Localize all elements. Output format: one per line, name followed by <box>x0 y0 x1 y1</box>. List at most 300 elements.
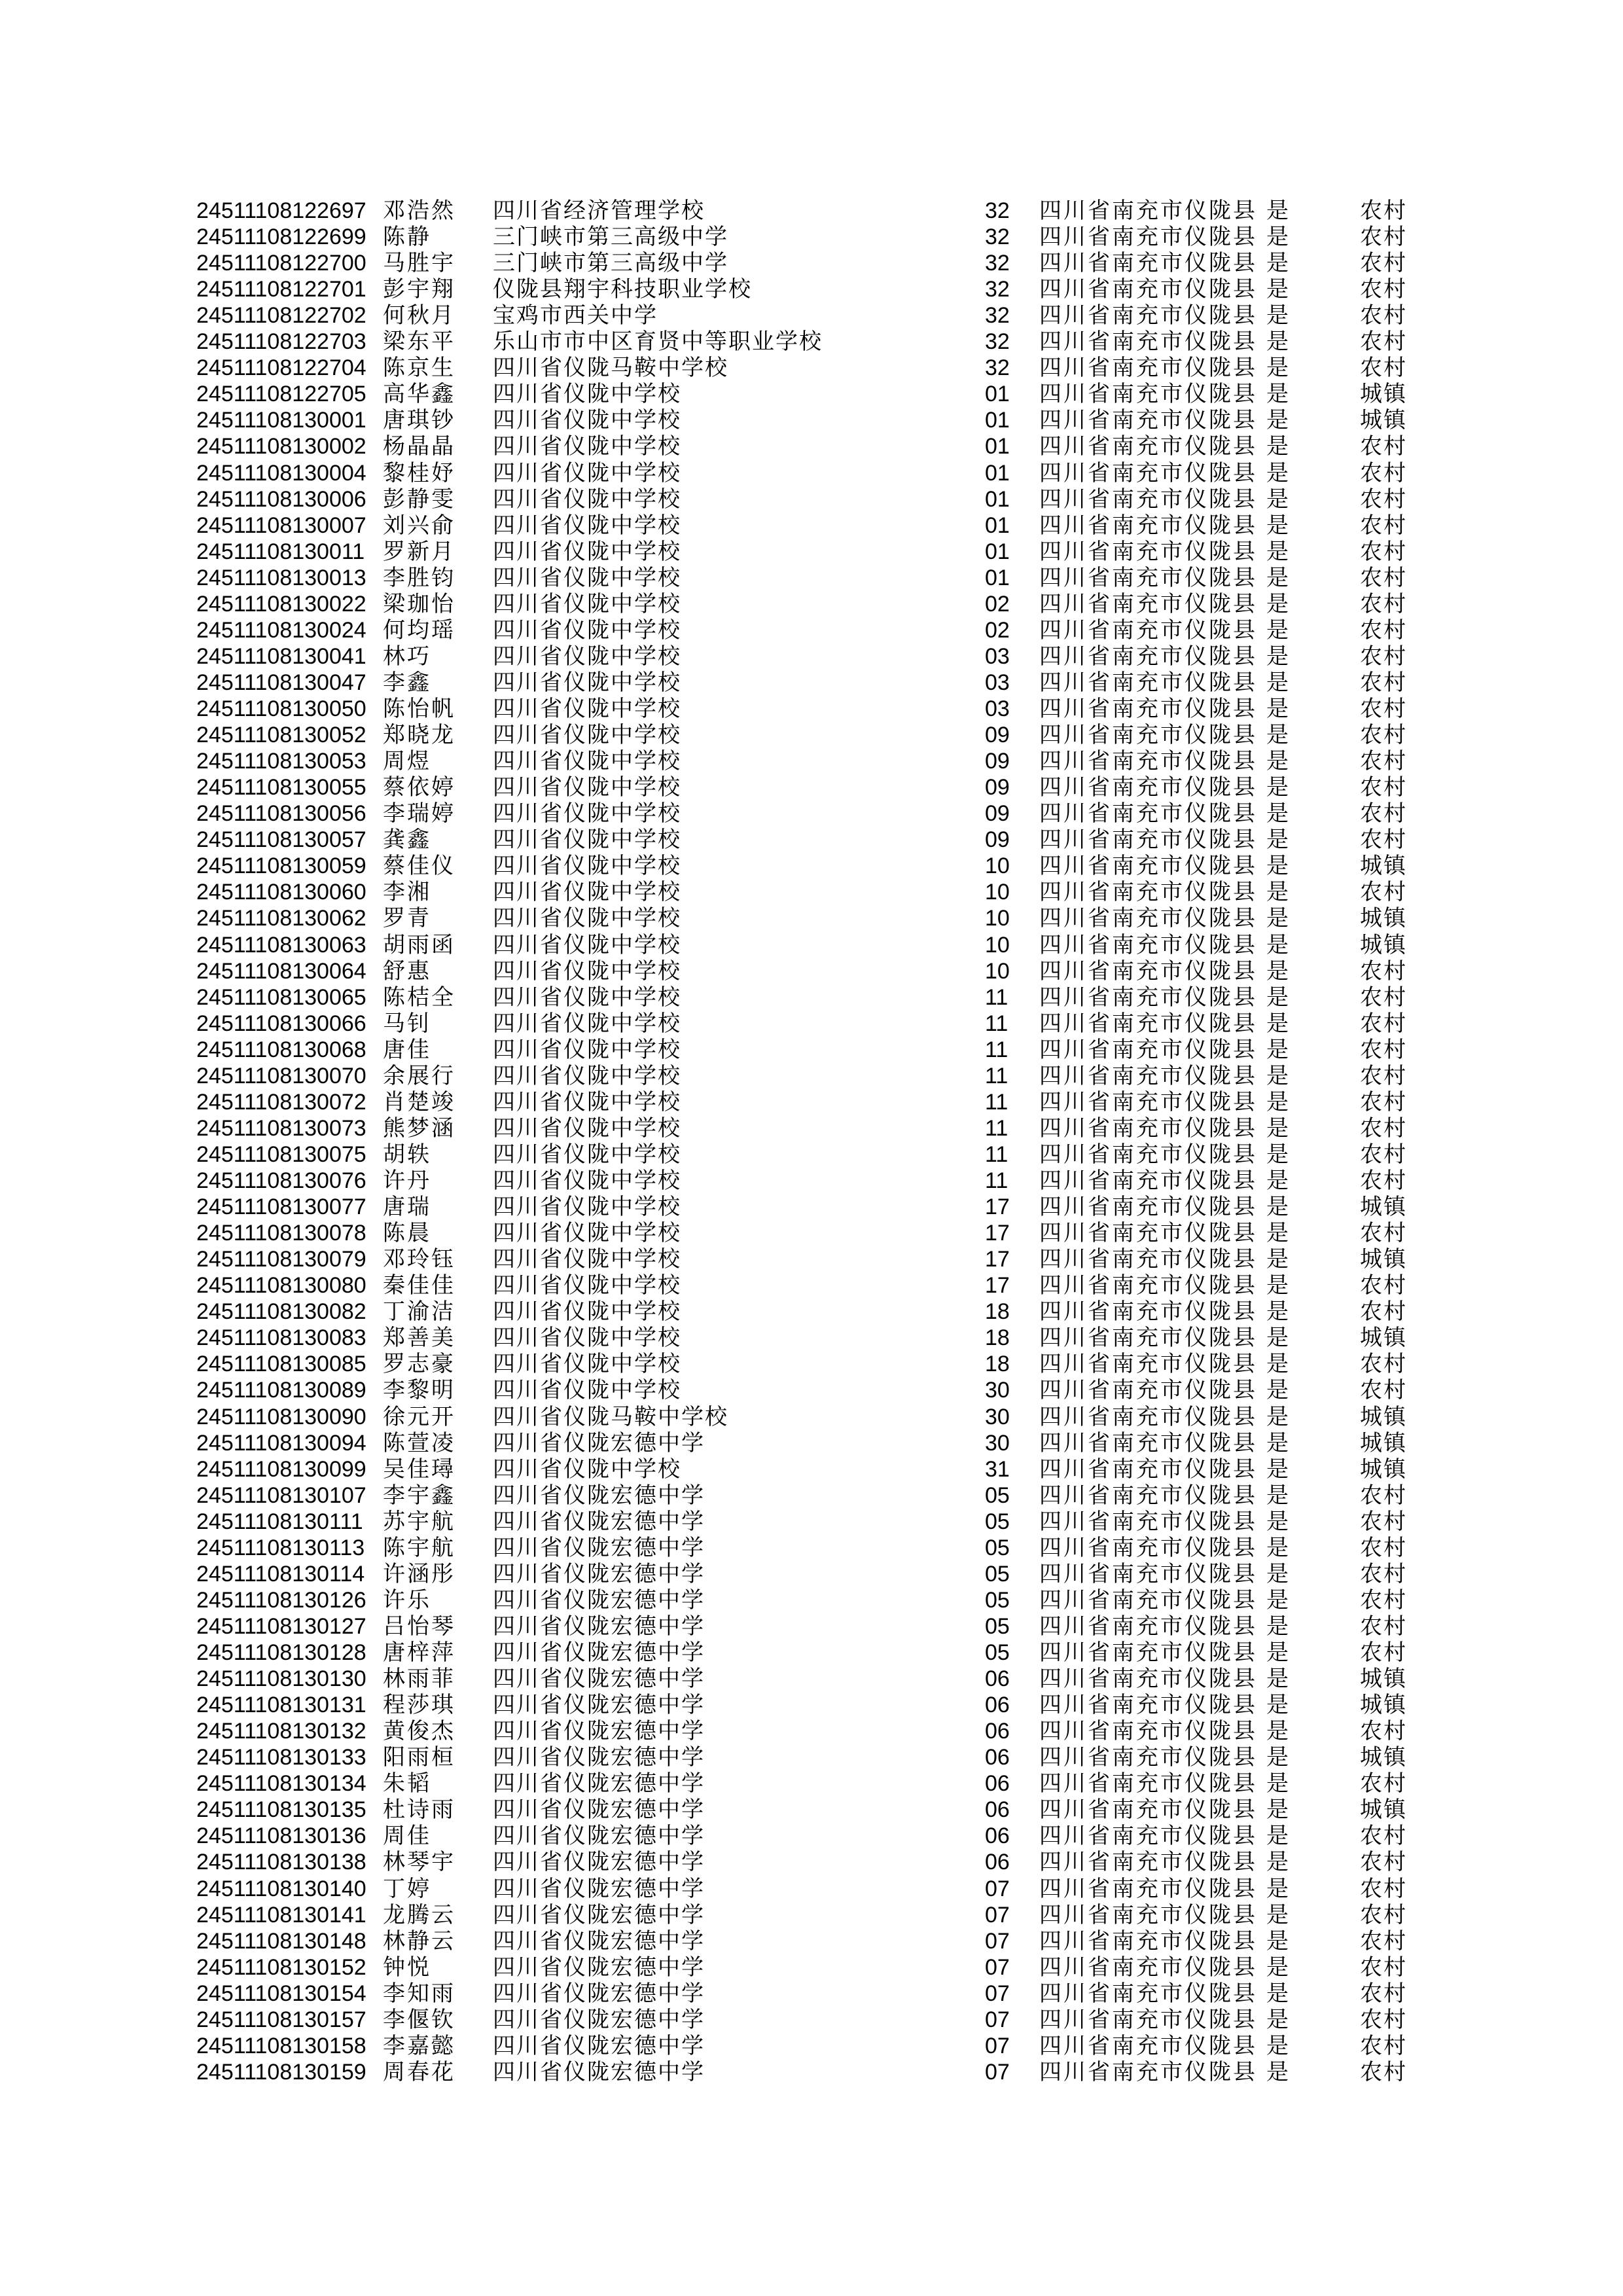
residence-type-cell: 农村 <box>1360 2059 1407 2085</box>
school-cell: 四川省仪陇中学校 <box>493 1168 681 1194</box>
region-cell: 四川省南充市仪陇县 <box>1039 749 1257 774</box>
school-cell: 仪陇县翔宇科技职业学校 <box>493 277 752 302</box>
table-row <box>0 1168 1623 1194</box>
eligible-flag-cell: 是 <box>1266 1613 1289 1639</box>
class-number-cell: 03 <box>985 670 1010 695</box>
residence-type-cell: 农村 <box>1360 749 1407 774</box>
student-name-cell: 肖楚竣 <box>383 1089 455 1115</box>
table-row <box>0 1981 1623 2007</box>
residence-type-cell: 农村 <box>1360 1587 1407 1613</box>
region-cell: 四川省南充市仪陇县 <box>1039 1561 1257 1587</box>
residence-type-cell: 农村 <box>1360 1168 1407 1194</box>
student-name-cell: 程莎琪 <box>383 1693 455 1718</box>
region-cell: 四川省南充市仪陇县 <box>1039 251 1257 276</box>
school-cell: 乐山市市中区育贤中等职业学校 <box>493 329 823 355</box>
exam-id-cell: 24511108130047 <box>196 670 366 695</box>
table-row <box>0 302 1623 329</box>
school-cell: 四川省仪陇中学校 <box>493 1089 681 1115</box>
school-cell: 四川省仪陇中学校 <box>493 1299 681 1325</box>
school-cell: 四川省仪陇宏德中学 <box>493 1693 705 1718</box>
class-number-cell: 17 <box>985 1194 1010 1220</box>
school-cell: 四川省仪陇宏德中学 <box>493 2007 705 2032</box>
region-cell: 四川省南充市仪陇县 <box>1039 1378 1257 1403</box>
region-cell: 四川省南充市仪陇县 <box>1039 1482 1257 1508</box>
exam-id-cell: 24511108130041 <box>196 643 366 669</box>
class-number-cell: 10 <box>985 853 1010 879</box>
table-row <box>0 1613 1623 1640</box>
exam-id-cell: 24511108130107 <box>196 1482 366 1508</box>
exam-id-cell: 24511108130148 <box>196 1928 366 1954</box>
school-cell: 四川省仪陇中学校 <box>493 591 681 617</box>
eligible-flag-cell: 是 <box>1266 853 1289 879</box>
region-cell: 四川省南充市仪陇县 <box>1039 1693 1257 1718</box>
region-cell: 四川省南充市仪陇县 <box>1039 277 1257 302</box>
school-cell: 四川省仪陇中学校 <box>493 1037 681 1062</box>
region-cell: 四川省南充市仪陇县 <box>1039 1613 1257 1639</box>
student-name-cell: 梁珈怡 <box>383 591 455 617</box>
eligible-flag-cell: 是 <box>1266 1745 1289 1770</box>
region-cell: 四川省南充市仪陇县 <box>1039 1141 1257 1167</box>
eligible-flag-cell: 是 <box>1266 591 1289 617</box>
eligible-flag-cell: 是 <box>1266 1509 1289 1534</box>
residence-type-cell: 城镇 <box>1360 1325 1407 1351</box>
student-name-cell: 李瑞婷 <box>383 801 455 827</box>
table-row <box>0 1404 1623 1430</box>
student-name-cell: 周煜 <box>383 749 431 774</box>
class-number-cell: 32 <box>985 355 1010 381</box>
residence-type-cell: 农村 <box>1360 1089 1407 1115</box>
exam-id-cell: 24511108130052 <box>196 723 366 748</box>
exam-id-cell: 24511108130011 <box>196 539 365 564</box>
table-row <box>0 460 1623 486</box>
school-cell: 四川省仪陇中学校 <box>493 382 681 407</box>
table-row <box>0 1325 1623 1351</box>
region-cell: 四川省南充市仪陇县 <box>1039 906 1257 931</box>
region-cell: 四川省南充市仪陇县 <box>1039 539 1257 564</box>
table-row <box>0 433 1623 459</box>
student-name-cell: 罗青 <box>383 906 431 931</box>
exam-id-cell: 24511108130007 <box>196 512 366 538</box>
student-name-cell: 李知雨 <box>383 1981 455 2006</box>
school-cell: 四川省仪陇中学校 <box>493 1325 681 1351</box>
table-row <box>0 224 1623 250</box>
class-number-cell: 32 <box>985 251 1010 276</box>
class-number-cell: 09 <box>985 801 1010 827</box>
student-name-cell: 陈静 <box>383 224 431 250</box>
eligible-flag-cell: 是 <box>1266 1325 1289 1351</box>
class-number-cell: 05 <box>985 1613 1010 1639</box>
school-cell: 四川省仪陇中学校 <box>493 801 681 827</box>
school-cell: 四川省仪陇宏德中学 <box>493 1535 705 1560</box>
table-row <box>0 407 1623 433</box>
student-name-cell: 邓玲钰 <box>383 1247 455 1272</box>
table-row <box>0 905 1623 931</box>
student-name-cell: 黄俊杰 <box>383 1719 455 1744</box>
eligible-flag-cell: 是 <box>1266 1876 1289 1901</box>
exam-id-cell: 24511108130085 <box>196 1352 366 1377</box>
table-row <box>0 617 1623 643</box>
school-cell: 四川省仪陇中学校 <box>493 617 681 643</box>
student-name-cell: 林巧 <box>383 643 431 669</box>
table-row <box>0 696 1623 722</box>
region-cell: 四川省南充市仪陇县 <box>1039 1011 1257 1036</box>
class-number-cell: 06 <box>985 1719 1010 1744</box>
residence-type-cell: 农村 <box>1360 1561 1407 1587</box>
region-cell: 四川省南充市仪陇县 <box>1039 565 1257 590</box>
eligible-flag-cell: 是 <box>1266 486 1289 512</box>
region-cell: 四川省南充市仪陇县 <box>1039 1456 1257 1482</box>
student-name-cell: 唐梓萍 <box>383 1640 455 1666</box>
student-name-cell: 高华鑫 <box>383 382 455 407</box>
class-number-cell: 07 <box>985 2007 1010 2032</box>
exam-id-cell: 24511108130002 <box>196 434 366 459</box>
class-number-cell: 01 <box>985 565 1010 590</box>
student-name-cell: 陈桔全 <box>383 984 455 1010</box>
eligible-flag-cell: 是 <box>1266 1011 1289 1036</box>
class-number-cell: 02 <box>985 591 1010 617</box>
class-number-cell: 06 <box>985 1850 1010 1875</box>
table-row <box>0 1299 1623 1325</box>
exam-id-cell: 24511108130059 <box>196 853 366 879</box>
residence-type-cell: 农村 <box>1360 1378 1407 1403</box>
eligible-flag-cell: 是 <box>1266 329 1289 355</box>
residence-type-cell: 农村 <box>1360 591 1407 617</box>
school-cell: 四川省仪陇宏德中学 <box>493 1850 705 1875</box>
eligible-flag-cell: 是 <box>1266 303 1289 329</box>
region-cell: 四川省南充市仪陇县 <box>1039 958 1257 984</box>
region-cell: 四川省南充市仪陇县 <box>1039 1902 1257 1928</box>
exam-id-cell: 24511108130064 <box>196 958 366 984</box>
eligible-flag-cell: 是 <box>1266 1115 1289 1141</box>
class-number-cell: 17 <box>985 1273 1010 1299</box>
table-row <box>0 1089 1623 1115</box>
class-number-cell: 06 <box>985 1693 1010 1718</box>
student-name-cell: 何秋月 <box>383 303 455 329</box>
eligible-flag-cell: 是 <box>1266 696 1289 722</box>
exam-id-cell: 24511108130135 <box>196 1797 366 1823</box>
exam-id-cell: 24511108130083 <box>196 1325 366 1351</box>
school-cell: 四川省仪陇中学校 <box>493 1141 681 1167</box>
class-number-cell: 32 <box>985 277 1010 302</box>
eligible-flag-cell: 是 <box>1266 880 1289 905</box>
student-name-cell: 阳雨桓 <box>383 1745 455 1770</box>
eligible-flag-cell: 是 <box>1266 1273 1289 1299</box>
school-cell: 四川省仪陇中学校 <box>493 1063 681 1088</box>
region-cell: 四川省南充市仪陇县 <box>1039 984 1257 1010</box>
eligible-flag-cell: 是 <box>1266 1037 1289 1062</box>
residence-type-cell: 农村 <box>1360 880 1407 905</box>
residence-type-cell: 农村 <box>1360 434 1407 459</box>
school-cell: 四川省仪陇中学校 <box>493 1194 681 1220</box>
table-row <box>0 827 1623 853</box>
class-number-cell: 11 <box>985 1115 1008 1141</box>
exam-id-cell: 24511108130159 <box>196 2059 366 2085</box>
region-cell: 四川省南充市仪陇县 <box>1039 1928 1257 1954</box>
table-row <box>0 591 1623 617</box>
residence-type-cell: 城镇 <box>1360 1666 1407 1692</box>
residence-type-cell: 农村 <box>1360 1981 1407 2006</box>
residence-type-cell: 城镇 <box>1360 1693 1407 1718</box>
table-row <box>0 670 1623 696</box>
region-cell: 四川省南充市仪陇县 <box>1039 460 1257 486</box>
student-name-cell: 许涵彤 <box>383 1561 455 1587</box>
region-cell: 四川省南充市仪陇县 <box>1039 1063 1257 1088</box>
region-cell: 四川省南充市仪陇县 <box>1039 1325 1257 1351</box>
school-cell: 四川省仪陇宏德中学 <box>493 1928 705 1954</box>
exam-id-cell: 24511108130127 <box>196 1613 366 1639</box>
student-name-cell: 马胜宇 <box>383 251 455 276</box>
residence-type-cell: 农村 <box>1360 1613 1407 1639</box>
exam-id-cell: 24511108130131 <box>196 1693 366 1718</box>
school-cell: 四川省仪陇中学校 <box>493 643 681 669</box>
class-number-cell: 06 <box>985 1666 1010 1692</box>
student-name-cell: 刘兴俞 <box>383 512 455 538</box>
eligible-flag-cell: 是 <box>1266 1299 1289 1325</box>
residence-type-cell: 农村 <box>1360 355 1407 381</box>
eligible-flag-cell: 是 <box>1266 906 1289 931</box>
residence-type-cell: 农村 <box>1360 1954 1407 1980</box>
region-cell: 四川省南充市仪陇县 <box>1039 1352 1257 1377</box>
student-name-cell: 熊梦涵 <box>383 1115 455 1141</box>
class-number-cell: 10 <box>985 880 1010 905</box>
eligible-flag-cell: 是 <box>1266 1640 1289 1666</box>
exam-id-cell: 24511108130001 <box>196 408 366 433</box>
region-cell: 四川省南充市仪陇县 <box>1039 303 1257 329</box>
school-cell: 四川省仪陇中学校 <box>493 1456 681 1482</box>
region-cell: 四川省南充市仪陇县 <box>1039 1823 1257 1849</box>
school-cell: 四川省仪陇中学校 <box>493 1378 681 1403</box>
residence-type-cell: 城镇 <box>1360 382 1407 407</box>
residence-type-cell: 农村 <box>1360 224 1407 250</box>
school-cell: 四川省仪陇宏德中学 <box>493 1587 705 1613</box>
school-cell: 四川省仪陇中学校 <box>493 1011 681 1036</box>
school-cell: 四川省仪陇中学校 <box>493 1352 681 1377</box>
school-cell: 四川省经济管理学校 <box>493 198 705 223</box>
school-cell: 四川省仪陇中学校 <box>493 434 681 459</box>
exam-id-cell: 24511108130158 <box>196 2033 366 2058</box>
residence-type-cell: 农村 <box>1360 1221 1407 1246</box>
table-row <box>0 1377 1623 1403</box>
student-name-cell: 黎桂妤 <box>383 460 455 486</box>
region-cell: 四川省南充市仪陇县 <box>1039 1247 1257 1272</box>
eligible-flag-cell: 是 <box>1266 1850 1289 1875</box>
eligible-flag-cell: 是 <box>1266 198 1289 223</box>
table-row <box>0 1902 1623 1928</box>
student-name-cell: 唐琪钞 <box>383 408 455 433</box>
school-cell: 四川省仪陇中学校 <box>493 906 681 931</box>
school-cell: 四川省仪陇中学校 <box>493 749 681 774</box>
table-row <box>0 1561 1623 1587</box>
eligible-flag-cell: 是 <box>1266 1482 1289 1508</box>
school-cell: 四川省仪陇中学校 <box>493 565 681 590</box>
student-name-cell: 彭宇翔 <box>383 277 455 302</box>
student-name-cell: 何均瑶 <box>383 617 455 643</box>
class-number-cell: 32 <box>985 224 1010 250</box>
residence-type-cell: 农村 <box>1360 1823 1407 1849</box>
residence-type-cell: 农村 <box>1360 958 1407 984</box>
exam-id-cell: 24511108122700 <box>196 251 366 276</box>
region-cell: 四川省南充市仪陇县 <box>1039 880 1257 905</box>
residence-type-cell: 农村 <box>1360 801 1407 827</box>
student-name-cell: 唐瑞 <box>383 1194 431 1220</box>
table-row <box>0 853 1623 879</box>
eligible-flag-cell: 是 <box>1266 801 1289 827</box>
residence-type-cell: 城镇 <box>1360 1247 1407 1272</box>
class-number-cell: 05 <box>985 1482 1010 1508</box>
residence-type-cell: 农村 <box>1360 1299 1407 1325</box>
student-name-cell: 陈宇航 <box>383 1535 455 1560</box>
residence-type-cell: 农村 <box>1360 303 1407 329</box>
exam-id-cell: 24511108130130 <box>196 1666 366 1692</box>
school-cell: 四川省仪陇马鞍中学校 <box>493 1404 728 1429</box>
region-cell: 四川省南充市仪陇县 <box>1039 2007 1257 2032</box>
exam-id-cell: 24511108130082 <box>196 1299 366 1325</box>
class-number-cell: 10 <box>985 958 1010 984</box>
student-name-cell: 胡轶 <box>383 1141 431 1167</box>
class-number-cell: 03 <box>985 696 1010 722</box>
class-number-cell: 06 <box>985 1823 1010 1849</box>
school-cell: 四川省仪陇宏德中学 <box>493 1981 705 2006</box>
eligible-flag-cell: 是 <box>1266 1247 1289 1272</box>
table-row <box>0 1849 1623 1875</box>
table-row <box>0 2059 1623 2085</box>
class-number-cell: 10 <box>985 932 1010 958</box>
residence-type-cell: 农村 <box>1360 1063 1407 1088</box>
exam-id-cell: 24511108130077 <box>196 1194 366 1220</box>
residence-type-cell: 城镇 <box>1360 1194 1407 1220</box>
eligible-flag-cell: 是 <box>1266 1378 1289 1403</box>
region-cell: 四川省南充市仪陇县 <box>1039 1954 1257 1980</box>
school-cell: 四川省仪陇宏德中学 <box>493 1771 705 1797</box>
residence-type-cell: 农村 <box>1360 1141 1407 1167</box>
class-number-cell: 06 <box>985 1771 1010 1797</box>
eligible-flag-cell: 是 <box>1266 1797 1289 1823</box>
eligible-flag-cell: 是 <box>1266 723 1289 748</box>
residence-type-cell: 农村 <box>1360 1850 1407 1875</box>
student-name-cell: 郑晓龙 <box>383 723 455 748</box>
student-name-cell: 周佳 <box>383 1823 431 1849</box>
residence-type-cell: 农村 <box>1360 1771 1407 1797</box>
class-number-cell: 07 <box>985 1928 1010 1954</box>
table-row <box>0 1692 1623 1718</box>
table-row <box>0 1587 1623 1613</box>
table-row <box>0 1063 1623 1089</box>
residence-type-cell: 城镇 <box>1360 1797 1407 1823</box>
exam-id-cell: 24511108130133 <box>196 1745 366 1770</box>
school-cell: 四川省仪陇中学校 <box>493 512 681 538</box>
class-number-cell: 01 <box>985 460 1010 486</box>
table-row <box>0 329 1623 355</box>
region-cell: 四川省南充市仪陇县 <box>1039 853 1257 879</box>
class-number-cell: 30 <box>985 1430 1010 1456</box>
exam-id-cell: 24511108130154 <box>196 1981 366 2006</box>
eligible-flag-cell: 是 <box>1266 1456 1289 1482</box>
table-row <box>0 1220 1623 1246</box>
school-cell: 四川省仪陇中学校 <box>493 827 681 853</box>
residence-type-cell: 农村 <box>1360 1719 1407 1744</box>
student-name-cell: 许丹 <box>383 1168 431 1194</box>
eligible-flag-cell: 是 <box>1266 1221 1289 1246</box>
residence-type-cell: 农村 <box>1360 1482 1407 1508</box>
table-row <box>0 1666 1623 1692</box>
residence-type-cell: 城镇 <box>1360 408 1407 433</box>
region-cell: 四川省南充市仪陇县 <box>1039 617 1257 643</box>
eligible-flag-cell: 是 <box>1266 1902 1289 1928</box>
table-row <box>0 276 1623 302</box>
eligible-flag-cell: 是 <box>1266 749 1289 774</box>
eligible-flag-cell: 是 <box>1266 932 1289 958</box>
residence-type-cell: 农村 <box>1360 617 1407 643</box>
class-number-cell: 09 <box>985 827 1010 853</box>
school-cell: 四川省仪陇中学校 <box>493 984 681 1010</box>
class-number-cell: 03 <box>985 643 1010 669</box>
student-name-cell: 马钊 <box>383 1011 431 1036</box>
exam-id-cell: 24511108122704 <box>196 355 366 381</box>
exam-id-cell: 24511108130136 <box>196 1823 366 1849</box>
school-cell: 四川省仪陇宏德中学 <box>493 1954 705 1980</box>
table-row <box>0 486 1623 512</box>
student-name-cell: 钟悦 <box>383 1954 431 1980</box>
student-name-cell: 李鑫 <box>383 670 431 695</box>
school-cell: 四川省仪陇宏德中学 <box>493 2059 705 2085</box>
student-name-cell: 李湘 <box>383 880 431 905</box>
eligible-flag-cell: 是 <box>1266 1954 1289 1980</box>
class-number-cell: 30 <box>985 1404 1010 1429</box>
region-cell: 四川省南充市仪陇县 <box>1039 1509 1257 1534</box>
eligible-flag-cell: 是 <box>1266 277 1289 302</box>
school-cell: 四川省仪陇中学校 <box>493 460 681 486</box>
student-name-cell: 秦佳佳 <box>383 1273 455 1299</box>
eligible-flag-cell: 是 <box>1266 827 1289 853</box>
school-cell: 四川省仪陇中学校 <box>493 853 681 879</box>
table-row <box>0 879 1623 905</box>
class-number-cell: 11 <box>985 1037 1008 1062</box>
class-number-cell: 11 <box>985 984 1008 1010</box>
exam-id-cell: 24511108130060 <box>196 880 366 905</box>
student-name-cell: 蔡佳仪 <box>383 853 455 879</box>
class-number-cell: 17 <box>985 1247 1010 1272</box>
school-cell: 四川省仪陇马鞍中学校 <box>493 355 728 381</box>
exam-id-cell: 24511108130099 <box>196 1456 366 1482</box>
exam-id-cell: 24511108130090 <box>196 1404 366 1429</box>
class-number-cell: 07 <box>985 1954 1010 1980</box>
class-number-cell: 09 <box>985 775 1010 800</box>
class-number-cell: 06 <box>985 1797 1010 1823</box>
student-name-cell: 杜诗雨 <box>383 1797 455 1823</box>
eligible-flag-cell: 是 <box>1266 1089 1289 1115</box>
exam-id-cell: 24511108130066 <box>196 1011 366 1036</box>
eligible-flag-cell: 是 <box>1266 1141 1289 1167</box>
residence-type-cell: 农村 <box>1360 1928 1407 1954</box>
residence-type-cell: 农村 <box>1360 723 1407 748</box>
residence-type-cell: 农村 <box>1360 1273 1407 1299</box>
residence-type-cell: 农村 <box>1360 329 1407 355</box>
region-cell: 四川省南充市仪陇县 <box>1039 486 1257 512</box>
eligible-flag-cell: 是 <box>1266 1771 1289 1797</box>
table-row <box>0 722 1623 748</box>
class-number-cell: 01 <box>985 434 1010 459</box>
table-row <box>0 1115 1623 1141</box>
student-name-cell: 杨晶晶 <box>383 434 455 459</box>
exam-id-cell: 24511108130068 <box>196 1037 366 1062</box>
school-cell: 四川省仪陇宏德中学 <box>493 1745 705 1770</box>
region-cell: 四川省南充市仪陇县 <box>1039 643 1257 669</box>
eligible-flag-cell: 是 <box>1266 2059 1289 2085</box>
residence-type-cell: 农村 <box>1360 643 1407 669</box>
student-name-cell: 李宇鑫 <box>383 1482 455 1508</box>
residence-type-cell: 农村 <box>1360 1352 1407 1377</box>
table-row <box>0 1351 1623 1377</box>
